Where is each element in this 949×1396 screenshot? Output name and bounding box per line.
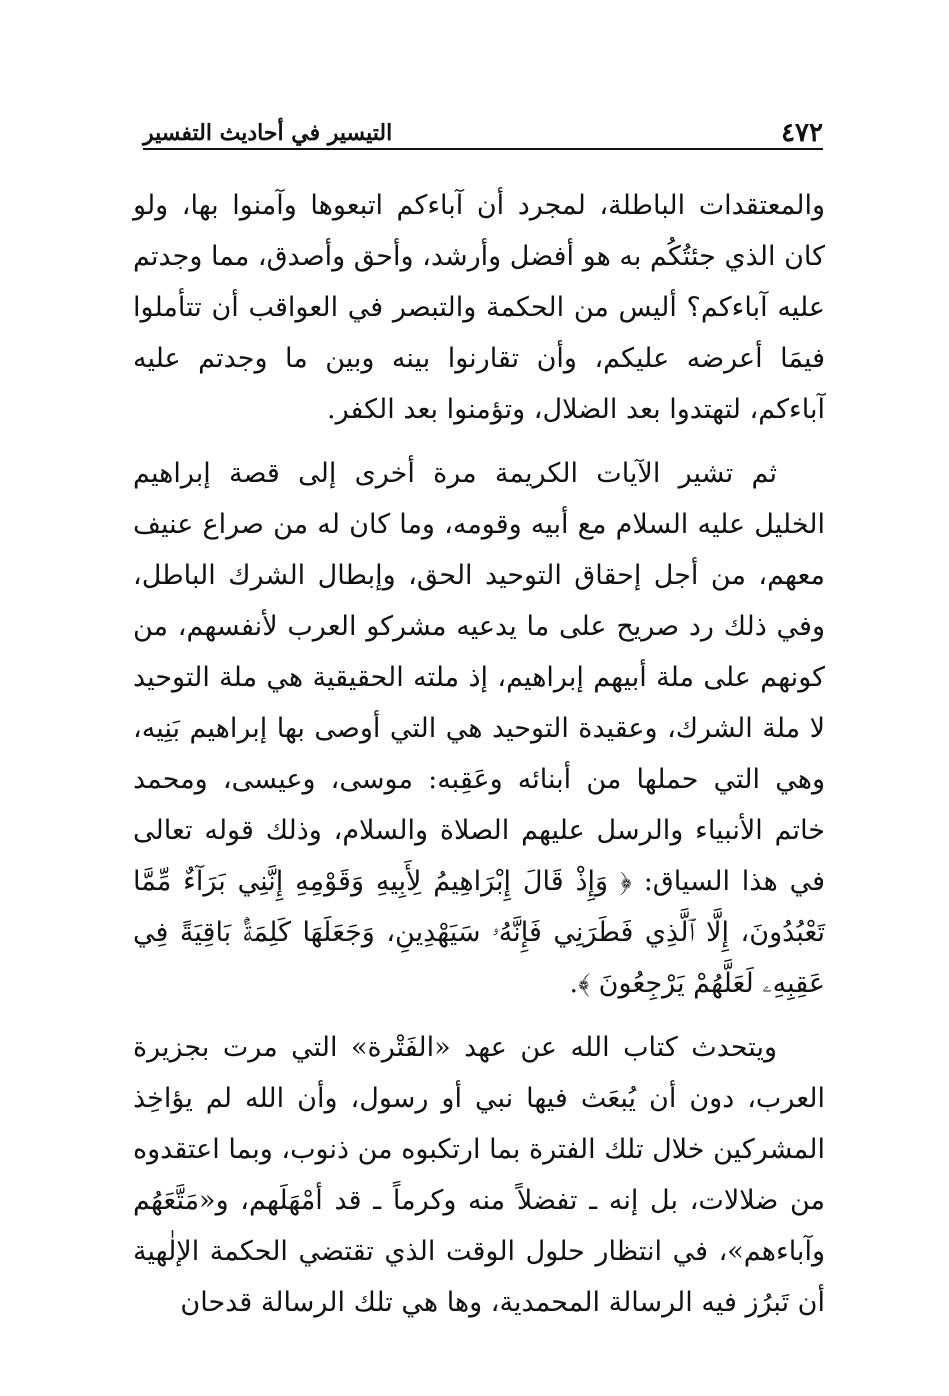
paragraph-text: والمعتقدات الباطلة، لمجرد أن آباءكم اتبعوها وآمنوا بها، ولو كان الذي جئتُكُم به هو أفضل وأرشد، وأحق وأصدق، مما وجدتم عليه آباءكم؟ أليس من الحكمة والتبصر في العواقب أن تتأملوا فيمَا أعرضه عليكم، وأن تقارنوا بينه وبين ما وجدتم عليه آباءكم، لتهتدوا بعد الضلال، وتؤمنوا بعد الكفر. <box>133 190 825 425</box>
header-rule <box>143 148 823 150</box>
paragraph-text: ثم تشير الآيات الكريمة مرة أخرى إلى قصة إبراهيم الخليل عليه السلام مع أبيه وقومه، وما كان له من صراع عنيف معهم، من أجل إحقاق التوحيد الحق، وإبطال الشرك الباطل، وفي ذلك رد صريح على ما يدعيه مشركو العرب لأنفسهم، من كونهم على ملة أبيهم إبراهيم، إذ ملته الحقيقية هي ملة التوحيد لا ملة الشرك، وعقيدة التوحيد هي التي أوصى بها إبراهيم بَنِيه، وهي التي حملها من أبنائه وعَقِبه: موسى، وعيسى، ومحمد خاتم الأنبياء والرسل عليهم الصلاة والسلام، وذلك قوله تعالى في هذا السياق: ﴿ وَإِذْ قَالَ إِبْرَاهِيمُ لِأَبِيهِ وَقَوْمِهِ إِنَّنِي بَرَآءٌ مِّمَّا تَعْبُدُونَ، إِلَّا ٱلَّذِي فَطَرَنِي فَإِنَّهُۥ سَيَهْدِينِ، وَجَعَلَهَا كَلِمَةًۢ بَاقِيَةً فِي عَقِبِهِۦ لَعَلَّهُمْ يَرْجِعُونَ ﴾. <box>133 458 825 999</box>
paragraph <box>133 448 825 1009</box>
book-title: التيسير في أحاديث التفسير <box>143 120 393 146</box>
paragraph <box>133 180 825 435</box>
running-header <box>143 108 823 148</box>
page-number: ٤٧٢ <box>781 118 823 148</box>
paragraph-text: ويتحدث كتاب الله عن عهد «الفَتْرة» التي مرت بجزيرة العرب، دون أن يُبعَث فيها نبي أو رسول، وأن الله لم يؤاخِذ المشركين خلال تلك الفترة بما ارتكبوه من ذنوب، وبما اعتقدوه من ضلالات، بل إنه ـ تفضلاً منه وكرماً ـ قد أمْهَلَهم، و«مَتَّعَهُم وآباءهم»، في انتظار حلول الوقت الذي تقتضي الحكمة الإلٰهية أن تَبرُز فيه الرسالة المحمدية، وها هي تلك الرسالة قدحان <box>133 1032 825 1318</box>
paragraph <box>133 1022 825 1328</box>
body-text <box>133 180 825 1328</box>
